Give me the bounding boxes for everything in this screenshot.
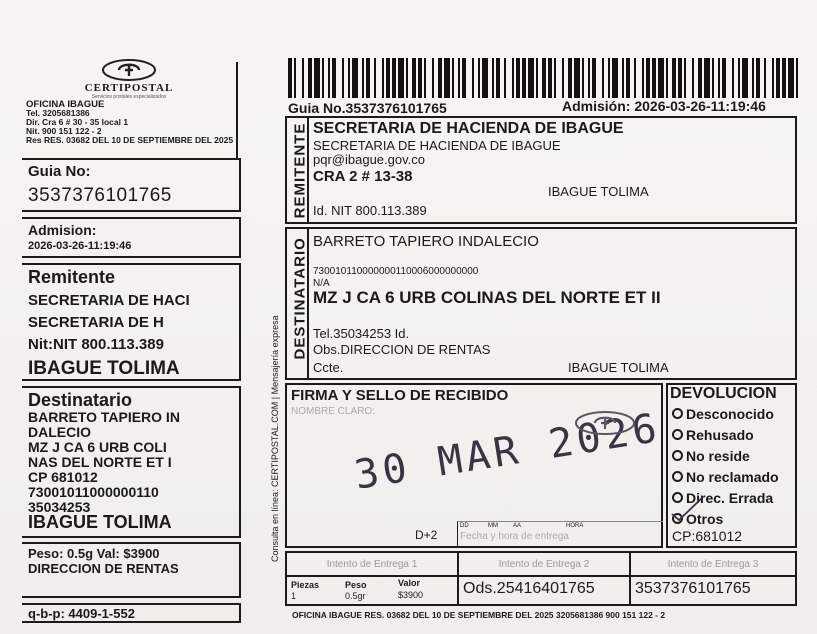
stub-remitente-line: Nit:NIT 800.113.389 — [28, 336, 164, 353]
barcode-bar — [382, 58, 384, 98]
logo-name: CERTIPOSTAL — [84, 82, 174, 94]
remitente-id: Id. NIT 800.113.389 — [313, 203, 427, 218]
barcode-bar — [504, 58, 506, 98]
devolucion-option[interactable] — [672, 445, 779, 466]
barcode-bar — [742, 58, 748, 98]
firma-d2: D+2 — [415, 528, 438, 542]
barcode-bar — [418, 58, 422, 98]
barcode-bar — [602, 58, 604, 98]
option-label: Otros — [686, 510, 724, 527]
option-label: Desconocido — [686, 405, 774, 422]
barcode-bar — [574, 58, 580, 98]
barcode-bar — [672, 58, 676, 98]
barcode-bar — [562, 58, 564, 98]
destinatario-vertical-label: DESTINATARIO — [291, 237, 309, 360]
barcode-bar — [516, 58, 520, 98]
stub-destinatario-line: 35034253 — [28, 499, 91, 515]
barcode-bar — [712, 58, 714, 98]
stub-destinatario-line: 73001011000000110 — [28, 484, 159, 500]
stub-destinatario-line: NAS DEL NORTE ET I — [28, 454, 172, 470]
stub-remitente-label: Remitente — [28, 267, 116, 287]
barcode-bar — [752, 58, 754, 98]
stub-guia-number: 3537376101765 — [28, 185, 172, 206]
office-tel: Tel. 3205681386 — [26, 108, 90, 118]
barcode-bar — [588, 58, 590, 98]
barcode-bar — [622, 58, 624, 98]
fecha-hora-field — [457, 521, 663, 548]
barcode-bar — [738, 58, 740, 98]
barcode-bar — [666, 58, 668, 98]
piezas-row — [285, 577, 797, 606]
fecha-dd: DD — [460, 523, 469, 529]
intentos-row — [285, 551, 797, 577]
radio-icon — [672, 471, 683, 482]
barcode-bar — [756, 58, 760, 98]
barcode-bar — [302, 58, 304, 98]
barcode-bar — [462, 58, 466, 98]
received-date-stamp: 30 MAR 2026 — [351, 404, 664, 499]
barcode-bar — [398, 58, 404, 98]
barcode-bar — [478, 58, 480, 98]
stub-observacion: DIRECCION DE RENTAS — [28, 561, 179, 576]
barcode-bar — [512, 58, 514, 98]
checkmark-icon — [670, 496, 704, 522]
firma-box — [285, 383, 663, 548]
stub-destinatario-line: DALECIO — [28, 424, 91, 440]
option-label: Direc. Errada — [686, 489, 774, 506]
devolucion-title: DEVOLUCION — [670, 385, 777, 402]
fecha-hora-label: Fecha y hora de entrega — [460, 531, 569, 542]
peso-value: 0.5gr — [345, 591, 366, 601]
barcode-bar — [652, 58, 656, 98]
barcode-bar — [718, 58, 720, 98]
barcode-bar — [764, 58, 766, 98]
destinatario-code: 730010110000000110006000000000 — [313, 266, 479, 277]
barcode-bar — [772, 58, 774, 98]
devolucion-cp: CP:681012 — [672, 528, 743, 544]
remitente-vertical-label: REMITENTE — [291, 122, 309, 219]
fecha-mm: MM — [488, 523, 498, 529]
barcode-bar — [788, 58, 794, 98]
barcode-bar — [704, 58, 710, 98]
barcode-bar — [634, 58, 636, 98]
devolucion-options — [672, 403, 779, 529]
stub-destinatario-line: CP 681012 — [28, 469, 98, 485]
stub-destinatario-city: IBAGUE TOLIMA — [28, 512, 172, 532]
barcode-bar — [548, 58, 552, 98]
barcode-bar — [314, 58, 320, 98]
barcode-bar — [536, 58, 538, 98]
ods-number: Ods.25416401765 — [463, 580, 595, 597]
barcode-bar — [692, 58, 694, 98]
barcode-bar — [366, 58, 370, 98]
devolucion-option-selected[interactable] — [672, 508, 779, 529]
header-guia: Guia No.3537376101765 — [288, 100, 447, 116]
stub-divider — [236, 62, 238, 158]
barcode-bar — [472, 58, 474, 98]
barcode-bar — [374, 58, 376, 98]
stub-destinatario-label: Destinatario — [28, 390, 133, 410]
piezas-value: 1 — [291, 591, 297, 601]
certipostal-emblem-icon — [101, 58, 157, 82]
stub-remitente-line: SECRETARIA DE HACI — [28, 292, 190, 309]
stub-admision-box — [22, 217, 241, 258]
guia-barcode — [288, 58, 802, 98]
barcode-bar — [582, 58, 584, 98]
stub-guia-box — [22, 158, 241, 212]
barcode-bar — [458, 58, 460, 98]
stub-qbp: q-b-p: 4409-1-552 — [28, 606, 135, 621]
footer-text: OFICINA IBAGUE RES. 03682 DEL 10 DE SEPTIEMBRE DEL 2025 3205681386 900 151 122 - 2 — [292, 610, 666, 620]
header-admision: Admisión: 2026-03-26-11:19:46 — [562, 98, 766, 114]
stub-guia-label: Guia No: — [28, 163, 91, 180]
stub-destinatario-line: BARRETO TAPIERO IN — [28, 409, 180, 425]
office-info — [26, 100, 288, 145]
barcode-bar — [322, 58, 324, 98]
logo-tagline: Servicios postales especializados — [91, 94, 167, 100]
barcode-bar — [424, 58, 426, 98]
side-note: Consulta en línea: CERTIPOSTAL.COM | Mensajería expresa — [270, 315, 280, 562]
devolucion-box — [666, 383, 797, 548]
valor-value: $3900 — [398, 590, 424, 600]
stub-destinatario-lines — [28, 410, 180, 530]
stub-remitente-line: SECRETARIA DE H — [28, 314, 164, 331]
destinatario-obs: Obs.DIRECCION DE RENTAS — [313, 342, 491, 357]
barcode-bar — [352, 58, 358, 98]
barcode-bar — [288, 58, 292, 98]
barcode-bar — [698, 58, 702, 98]
barcode-bar — [528, 58, 534, 98]
barcode-bar — [392, 58, 396, 98]
stub-destinatario-line: MZ J CA 6 URB COLI — [28, 439, 167, 455]
stub-remitente-city: IBAGUE TOLIMA — [28, 358, 180, 379]
barcode-bar — [522, 58, 526, 98]
option-label: Rehusado — [686, 426, 754, 443]
office-resolution: Res RES. 03682 DEL 10 DE SEPTIEMBRE DEL 2025 — [26, 135, 234, 145]
destinatario-box — [285, 227, 797, 380]
barcode-bar — [722, 58, 726, 98]
devolucion-option[interactable] — [672, 424, 779, 445]
barcode-bar — [796, 58, 798, 98]
stub-admision-date: 2026-03-26-11:19:46 — [28, 240, 132, 252]
remitente-box — [285, 116, 797, 224]
stub-peso-box — [22, 542, 241, 598]
firma-title: FIRMA Y SELLO DE RECIBIDO — [291, 387, 509, 404]
stamp-logo-icon — [573, 409, 637, 437]
option-label: No reside — [686, 447, 750, 464]
barcode-bar — [342, 58, 344, 98]
barcode-bar — [386, 58, 390, 98]
barcode-bar — [782, 58, 786, 98]
peso-label: Peso — [345, 580, 367, 590]
stub-destinatario-box — [22, 386, 241, 538]
barcode-bar — [568, 58, 572, 98]
barcode-bar — [412, 58, 416, 98]
barcode-bar — [432, 58, 434, 98]
barcode-bar — [348, 58, 350, 98]
option-label: No reclamado — [686, 468, 779, 485]
piezas-label: Piezas — [291, 580, 320, 590]
barcode-bar — [554, 58, 556, 98]
barcode-bar — [658, 58, 664, 98]
intento-1: Intento de Entrega 1 — [326, 559, 418, 570]
destinatario-address: MZ J CA 6 URB COLINAS DEL NORTE ET II — [313, 288, 661, 307]
firma-nombre-label: NOMBRE CLARO: — [291, 406, 375, 417]
stub-qbp-box — [22, 603, 241, 623]
barcode-bar — [444, 58, 450, 98]
intento-3: Intento de Entrega 3 — [667, 559, 759, 570]
cell-divider — [457, 577, 459, 604]
cell-divider — [629, 577, 631, 604]
office-nit: Nit. 900 151 122 - 2 — [26, 126, 102, 136]
stub-admision-label: Admision: — [28, 222, 97, 238]
barcode-bar — [542, 58, 546, 98]
destinatario-city: IBAGUE TOLIMA — [568, 360, 669, 375]
devolucion-option[interactable] — [672, 466, 779, 487]
fecha-aa: AA — [513, 523, 522, 529]
remitente-address: CRA 2 # 13-38 — [313, 168, 413, 185]
devolucion-option[interactable] — [672, 403, 779, 424]
office-address: Dir. Cra 6 # 30 - 35 local 1 — [26, 117, 129, 127]
barcode-bar — [678, 58, 682, 98]
barcode-bar — [626, 58, 630, 98]
radio-icon — [672, 429, 683, 440]
barcode-bar — [332, 58, 336, 98]
destinatario-tel: Tel.35034253 Id. — [313, 326, 410, 341]
radio-icon — [672, 408, 683, 419]
destinatario-ccte: Ccte. — [313, 360, 344, 375]
barcode-bar — [732, 58, 734, 98]
remitente-email: pqr@ibague.gov.co — [313, 152, 425, 167]
certipostal-logo — [74, 58, 184, 100]
barcode-bar — [612, 58, 618, 98]
barcode-bar — [328, 58, 330, 98]
barcode-bar — [776, 58, 780, 98]
destinatario-na: N/A — [313, 278, 330, 289]
stub-remitente-lines — [28, 290, 190, 380]
barcode-bar — [646, 58, 650, 98]
radio-icon — [672, 450, 683, 461]
barcode-bar — [592, 58, 596, 98]
barcode-bar — [496, 58, 500, 98]
barcode-bar — [294, 58, 296, 98]
barcode-bar — [608, 58, 610, 98]
destinatario-name: BARRETO TAPIERO INDALECIO — [313, 233, 539, 250]
office-name: OFICINA IBAGUE — [26, 99, 105, 110]
barcode-bar — [492, 58, 494, 98]
barcode-bar — [482, 58, 488, 98]
barcode-bar — [438, 58, 442, 98]
valor-label: Valor — [398, 578, 421, 588]
barcode-bar — [362, 58, 364, 98]
barcode-bar — [406, 58, 408, 98]
stub-peso-valor: Peso: 0.5g Val: $3900 — [28, 546, 160, 561]
fecha-hora: HORA — [566, 523, 584, 529]
stub-remitente-box — [22, 263, 241, 381]
remitente-name-secondary: SECRETARIA DE HACIENDA DE IBAGUE — [313, 138, 561, 153]
barcode-bar — [642, 58, 644, 98]
barcode-bar — [452, 58, 454, 98]
barcode-bar — [684, 58, 686, 98]
remitente-city: IBAGUE TOLIMA — [548, 184, 649, 199]
guia-number-bottom: 3537376101765 — [635, 580, 751, 597]
remitente-name: SECRETARIA DE HACIENDA DE IBAGUE — [313, 120, 624, 137]
barcode-bar — [308, 58, 312, 98]
intento-2: Intento de Entrega 2 — [498, 559, 590, 570]
